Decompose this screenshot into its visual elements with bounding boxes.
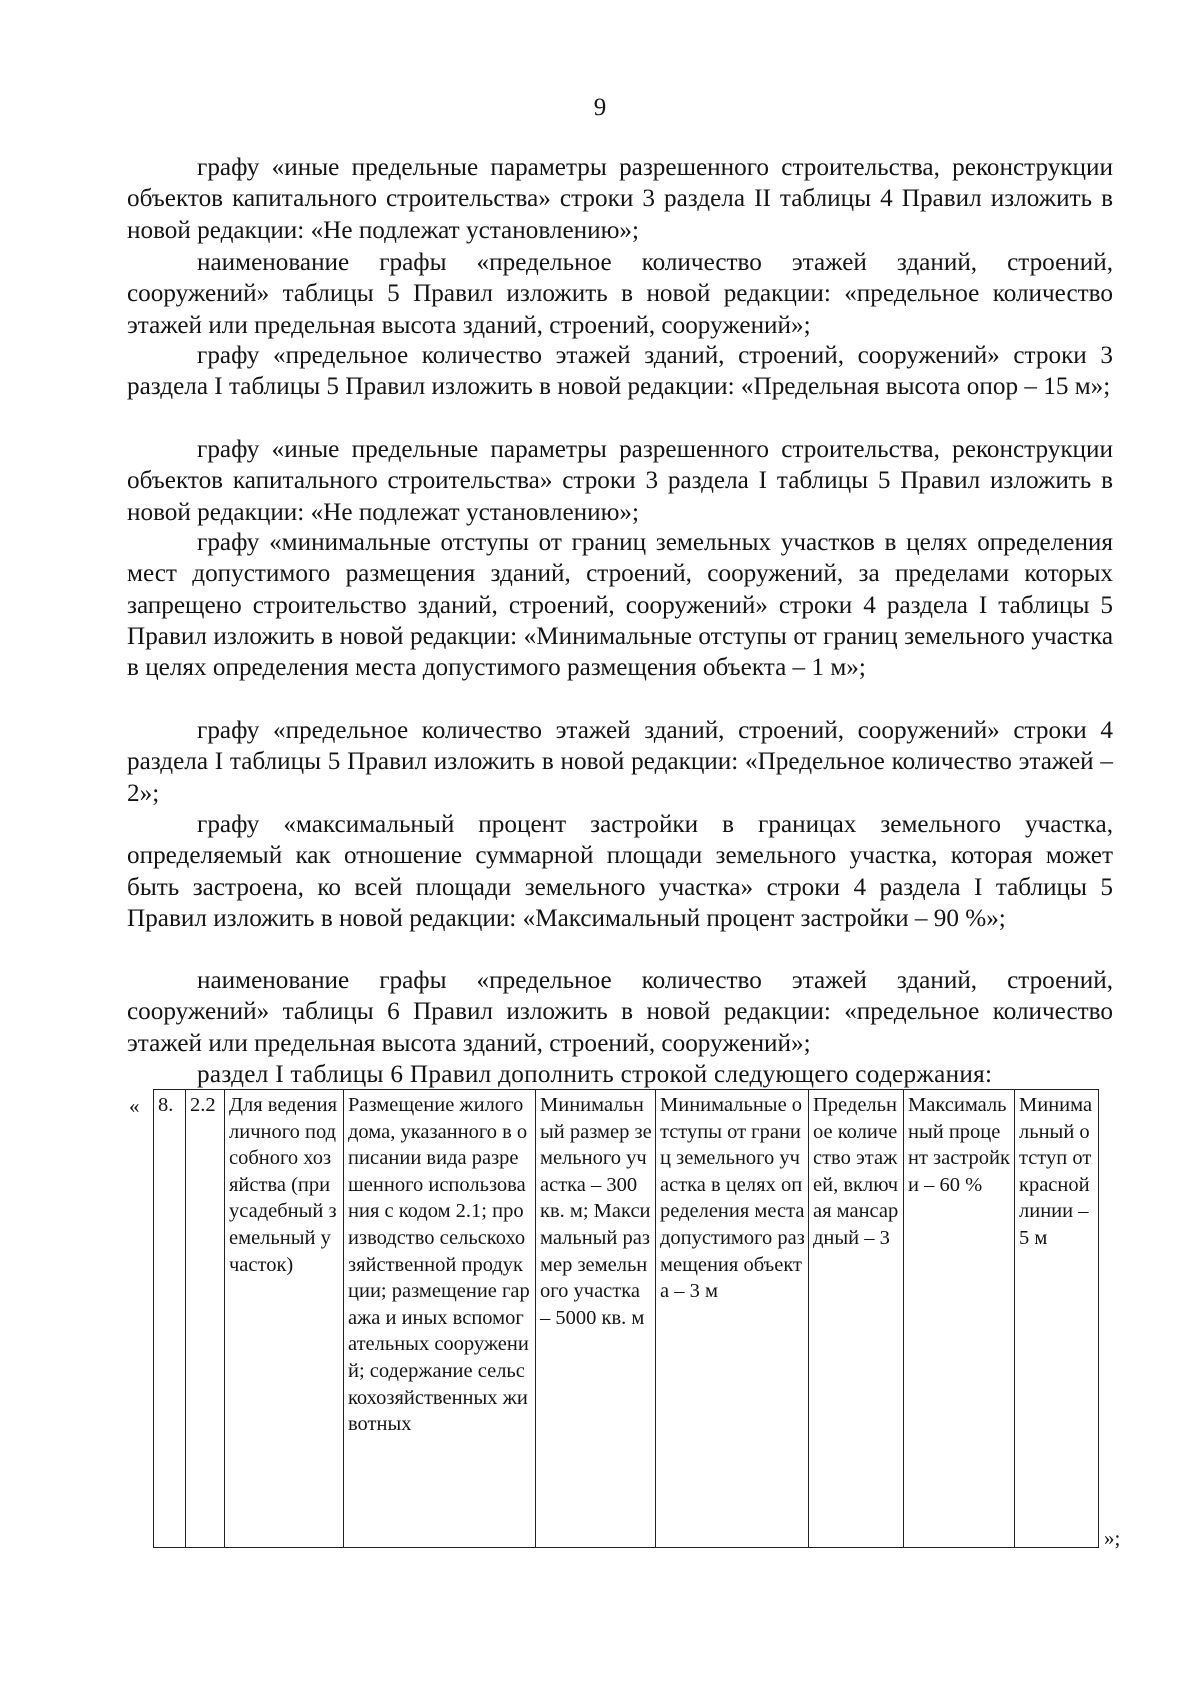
cell-red-line-setback: Минимальный отступ от красной линии – 5 м <box>1015 1090 1099 1548</box>
paragraph-9: раздел I таблицы 6 Правил дополнить строкой следующего содержания: <box>197 1061 993 1088</box>
paragraph-5: графу «минимальные отступы от границ земельных участков в целях определения мест допустимого размещения зданий, строений, сооружений, за пределами которых запрещено строительство зданий, строений, сооружений» строки 4 раздела I таблицы 5 Правил изложить в новой редакции: «Минимальные отступы от границ земельного участка в целях определения места допустимого размещения объекта – 1 м»; <box>127 529 1113 682</box>
cell-plot-size: Минимальный размер земельного участка – 300 кв. м; Максимальный размер земельного участка – 5000 кв. м <box>536 1090 656 1548</box>
paragraph-4: графу «иные предельные параметры разрешенного строительства, реконструкции объектов капитального строительства» строки 3 раздела I таблицы 5 Правил изложить в новой редакции: «Не подлежат установлению»; <box>127 436 1113 526</box>
table-quote-open: « <box>129 1094 140 1118</box>
cell-description: Размещение жилого дома, указанного в описании вида разрешенного использования с кодом 2.1; производство сельскохозяйственной продукции; размещение гаража и иных вспомогательных сооружений; содержание сельскохозяйственных животных <box>344 1090 536 1548</box>
paragraph-6: графу «предельное количество этажей зданий, строений, сооружений» строки 4 раздела I таблицы 5 Правил изложить в новой редакции: «Предельное количество этажей – 2»; <box>127 717 1113 807</box>
paragraph-8: наименование графы «предельное количество этажей зданий, строений, сооружений» таблицы 6 Правил изложить в новой редакции: «предельное количество этажей или предельная высота зданий, строений, сооружений»; <box>127 967 1113 1057</box>
new-row-table <box>153 1089 1099 1548</box>
paragraph-7: графу «максимальный процент застройки в границах земельного участка, определяемый как отношение суммарной площади земельного участка, которая может быть застроена, ко всей площади земельного участка» строки 4 раздела I таблицы 5 Правил изложить в новой редакции: «Максимальный процент застройки – 90 %»; <box>127 811 1113 932</box>
cell-max-coverage: Максимальный процент застройки – 60 % <box>904 1090 1015 1548</box>
cell-min-setback: Минимальные отступы от границ земельного участка в целях определения места допустимого размещения объекта – 3 м <box>656 1090 809 1548</box>
page-number: 9 <box>593 94 607 121</box>
paragraph-3: графу «предельное количество этажей зданий, строений, сооружений» строки 3 раздела I таблицы 5 Правил изложить в новой редакции: «Предельная высота опор – 15 м»; <box>127 342 1113 401</box>
cell-row-number: 8. <box>154 1090 186 1548</box>
table-quote-close: »; <box>1104 1526 1121 1550</box>
cell-code: 2.2 <box>186 1090 225 1548</box>
cell-use-type: Для ведения личного подсобного хозяйства (приусадебный земельный участок) <box>225 1090 344 1548</box>
cell-max-floors: Предельное количество этажей, включая мансардный – 3 <box>809 1090 904 1548</box>
paragraph-1: графу «иные предельные параметры разрешенного строительства, реконструкции объектов капитального строительства» строки 3 раздела II таблицы 4 Правил изложить в новой редакции: «Не подлежат установлению»; <box>127 154 1113 244</box>
paragraph-2: наименование графы «предельное количество этажей зданий, строений, сооружений» таблицы 5 Правил изложить в новой редакции: «предельное количество этажей или предельная высота зданий, строений, сооружений»; <box>127 249 1113 339</box>
table-row <box>154 1090 1099 1548</box>
